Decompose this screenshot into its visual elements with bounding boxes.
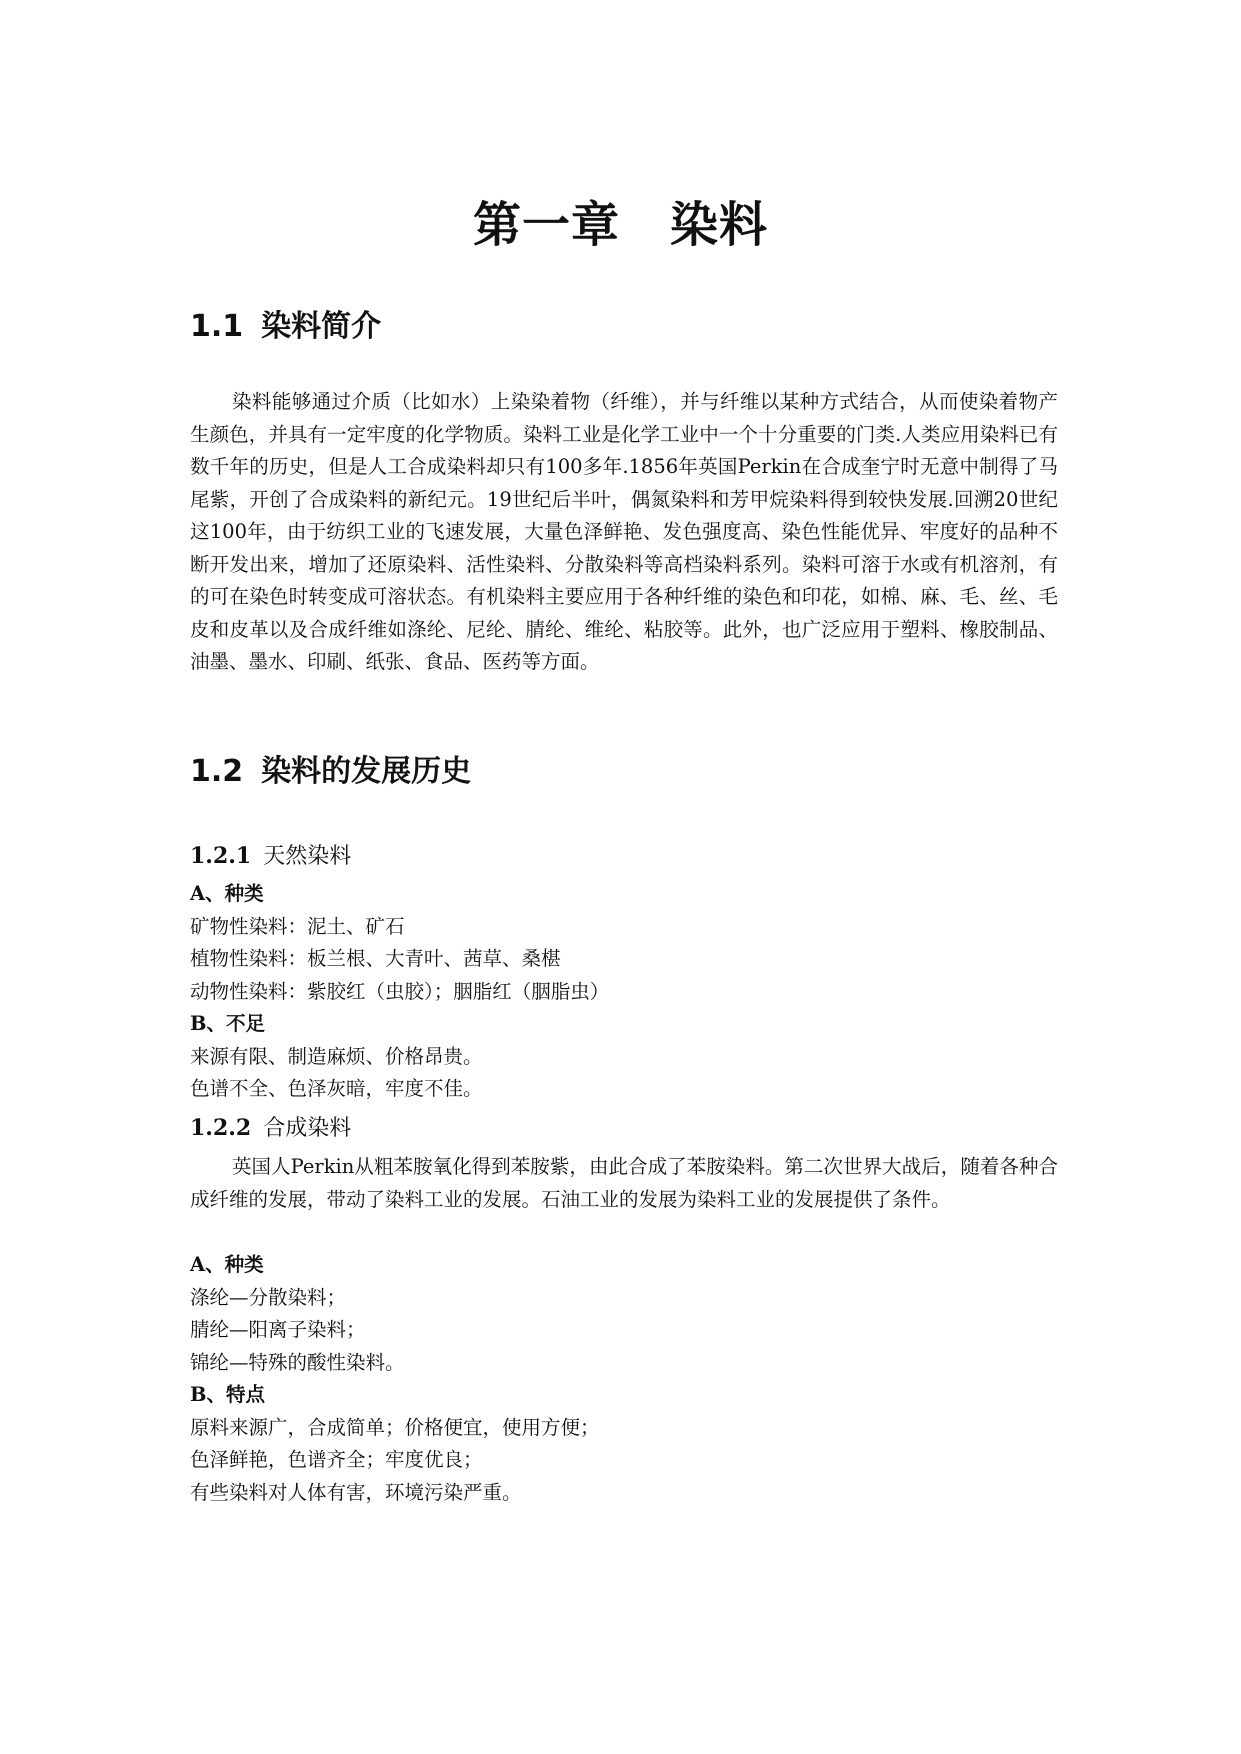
list-item: 原料来源广，合成简单；价格便宜，使用方便； bbox=[190, 1415, 600, 1439]
subsection-title: 合成染料 bbox=[263, 1116, 352, 1141]
chapter-name: 染料 bbox=[670, 197, 769, 253]
list-item: 有些染料对人体有害，环境污染严重。 bbox=[190, 1480, 522, 1504]
list-item: 色泽鲜艳，色谱齐全；牢度优良； bbox=[190, 1448, 483, 1471]
list-item: 色谱不全、色泽灰暗，牢度不佳。 bbox=[190, 1077, 483, 1100]
list-item: 来源有限、制造麻烦、价格昂贵。 bbox=[190, 1044, 483, 1068]
chapter-title bbox=[0, 195, 1241, 255]
subsection-1-2-2-content bbox=[190, 1249, 1058, 1509]
list-label-types: A、种类 bbox=[190, 882, 264, 905]
section-1-1-paragraph: 染料能够通过介质（比如水）上染染着物（纤维），并与纤维以某种方式结合，从而使染着物产生颜色，并具有一定牢度的化学物质。染料工业是化学工业中一个十分重要的门类.人类应用染料已有数千年的历史，但是人工合成染料却只有100多年.1856年英国Perkin在合成奎宁时无意中制得了马尾紫，开创了合成染料的新纪元。19世纪后半叶，偶氮染料和芳甲烷染料得到较快发展.回溯20世纪这100年，由于纺织工业的飞速发展，大量色泽鲜艳、发色强度高、染色性能优异、牢度好的品种不断开发出来，增加了还原染料、活性染料、分散染料等高档染料系列。染料可溶于水或有机溶剂，有的可在染色时转变成可溶状态。有机染料主要应用于各种纤维的染色和印花，如棉、麻、毛、丝、毛皮和皮革以及合成纤维如涤纶、尼纶、腈纶、维纶、粘胶等。此外，也广泛应用于塑料、橡胶制品、油墨、墨水、印刷、纸张、食品、医药等方面。 bbox=[190, 390, 1058, 673]
list-item: 植物性染料：板兰根、大青叶、茜草、桑椹 bbox=[190, 947, 561, 970]
section-title: 染料的发展历史 bbox=[261, 754, 472, 789]
subsection-number: 1.2.1 bbox=[190, 843, 252, 869]
section-number: 1.2 bbox=[190, 754, 244, 789]
list-item: 锦纶—特殊的酸性染料。 bbox=[190, 1350, 405, 1374]
list-item: 矿物性染料：泥土、矿石 bbox=[190, 914, 405, 938]
list-item: 涤纶—分散染料； bbox=[190, 1285, 347, 1309]
section-title: 染料简介 bbox=[261, 309, 382, 344]
subsection-heading-1-2-1 bbox=[190, 841, 351, 872]
list-label-features: B、特点 bbox=[190, 1383, 265, 1406]
subsection-1-2-1-content bbox=[190, 878, 1058, 1106]
chapter-number: 第一章 bbox=[472, 197, 620, 253]
subsection-number: 1.2.2 bbox=[190, 1115, 252, 1141]
section-number: 1.1 bbox=[190, 309, 244, 344]
list-label-types: A、种类 bbox=[190, 1253, 264, 1276]
list-label-drawbacks: B、不足 bbox=[190, 1012, 265, 1035]
subsection-title: 天然染料 bbox=[263, 844, 352, 869]
section-heading-1-2 bbox=[190, 752, 471, 792]
section-heading-1-1 bbox=[190, 307, 381, 347]
subsection-1-2-2-paragraph: 英国人Perkin从粗苯胺氧化得到苯胺紫，由此合成了苯胺染料。第二次世界大战后，随着各种合成纤维的发展，带动了染料工业的发展。石油工业的发展为染料工业的发展提供了条件。 bbox=[190, 1155, 1058, 1211]
list-item: 腈纶—阳离子染料； bbox=[190, 1318, 366, 1341]
subsection-heading-1-2-2 bbox=[190, 1113, 351, 1144]
list-item: 动物性染料：紫胶红（虫胶）；胭脂红（胭脂虫） bbox=[190, 979, 610, 1003]
